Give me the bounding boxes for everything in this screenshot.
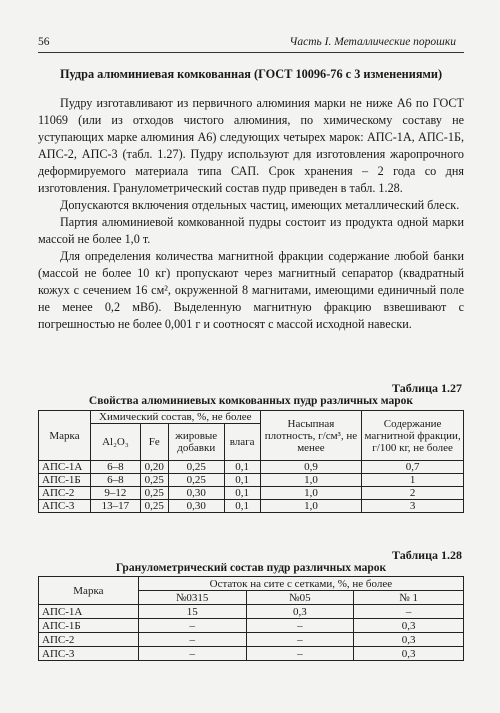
table-row <box>39 474 464 487</box>
cell: АПС-3 <box>39 500 91 513</box>
cell: 0,20 <box>140 461 168 474</box>
cell: 15 <box>138 605 246 619</box>
cell: – <box>246 633 354 647</box>
page-number: 56 <box>38 36 50 48</box>
cell: АПС-1Б <box>39 474 91 487</box>
table-number: Таблица 1.28 <box>392 548 462 562</box>
cell: – <box>138 619 246 633</box>
cell: 0,3 <box>354 633 464 647</box>
table-row <box>39 619 464 633</box>
table-title: Гранулометрический состав пудр различных марок <box>115 562 387 574</box>
header-chem: Химический состав, %, не более <box>90 411 260 424</box>
header-fe: Fe <box>140 424 168 461</box>
cell: 6–8 <box>90 474 140 487</box>
cell: 0,25 <box>140 500 168 513</box>
cell: 3 <box>362 500 464 513</box>
cell: 0,1 <box>224 487 260 500</box>
cell: – <box>138 633 246 647</box>
cell: 0,3 <box>246 605 354 619</box>
cell: 0,9 <box>260 461 362 474</box>
paragraph: Допускаются включения отдельных частиц, имеющих металлический блеск. <box>60 198 460 212</box>
cell: 0,25 <box>140 487 168 500</box>
properties-table <box>38 410 464 513</box>
cell: – <box>138 647 246 661</box>
table-row <box>39 461 464 474</box>
header-sieve: №05 <box>246 591 354 605</box>
cell: – <box>246 647 354 661</box>
body-text <box>38 95 464 333</box>
cell: 0,3 <box>354 647 464 661</box>
cell: АПС-2 <box>39 487 91 500</box>
paragraph: Для определения количества магнитной фракции содержание любой банки (массой не более 10 кг) пропускают через магнитный сепаратор (квадратный кожух с сечением 16 см², окруженной 8 магнитами, имеющими единичный поле не менее 0,2 мВб). Выделенную магнитную фракцию взвешивают с погрешностью не более 0,001 г и соотносят с массой исходной навески. <box>38 249 464 331</box>
table-row <box>39 500 464 513</box>
header-sieve: № 1 <box>354 591 464 605</box>
cell: 0,1 <box>224 474 260 487</box>
cell: 0,3 <box>354 619 464 633</box>
cell: 0,25 <box>168 461 224 474</box>
cell: 1,0 <box>260 500 362 513</box>
cell: 1,0 <box>260 474 362 487</box>
cell: АПС-1А <box>39 461 91 474</box>
cell: 1 <box>362 474 464 487</box>
table-row <box>39 605 464 619</box>
section-heading: Пудра алюминиевая комкованная (ГОСТ 10096-76 с 3 изменениями) <box>59 67 443 81</box>
cell: АПС-1Б <box>39 619 139 633</box>
cell: АПС-1А <box>39 605 139 619</box>
table-header-row <box>39 577 464 591</box>
table-row <box>39 633 464 647</box>
header-grade: Марка <box>39 577 139 605</box>
header-magnet: Содержание магнитной фракции, г/100 кг, не более <box>362 411 464 461</box>
header-fat: жировые добавки <box>168 424 224 461</box>
header-al2o3: Al₂O₃ <box>90 424 140 461</box>
cell: 9–12 <box>90 487 140 500</box>
cell: 0,7 <box>362 461 464 474</box>
cell: 2 <box>362 487 464 500</box>
header-residue: Остаток на сите с сетками, %, не более <box>138 577 463 591</box>
cell: – <box>354 605 464 619</box>
cell: – <box>246 619 354 633</box>
header-grade: Марка <box>39 411 91 461</box>
granulometry-table <box>38 576 464 661</box>
header-moisture: влага <box>224 424 260 461</box>
cell: 1,0 <box>260 487 362 500</box>
table-title: Свойства алюминиевых комкованных пудр различных марок <box>88 395 414 407</box>
cell: 13–17 <box>90 500 140 513</box>
table-header-row <box>39 411 464 424</box>
cell: АПС-3 <box>39 647 139 661</box>
running-title: Часть I. Металлические порошки <box>289 36 456 48</box>
table-number: Таблица 1.27 <box>392 381 462 395</box>
cell: 0,25 <box>168 474 224 487</box>
cell: 6–8 <box>90 461 140 474</box>
cell: 0,30 <box>168 487 224 500</box>
cell: 0,30 <box>168 500 224 513</box>
cell: 0,1 <box>224 500 260 513</box>
table-row <box>39 647 464 661</box>
table-row <box>39 487 464 500</box>
running-header <box>38 36 464 53</box>
cell: АПС-2 <box>39 633 139 647</box>
cell: 0,25 <box>140 474 168 487</box>
paragraph: Партия алюминиевой комкованной пудры состоит из продукта одной марки массой не более 1,0 т. <box>38 215 464 246</box>
paragraph: Пудру изготавливают из первичного алюминия марки не ниже А6 по ГОСТ 11069 (или из отходов чистого алюминия, по химическому составу не уступающих марке алюминия А6) следующих четырех марок: АПС-1А, АПС-1Б, АПС-2, АПС-3 (табл. 1.27). Пудру используют для изготовления жаропрочного деформируемого материала типа САП. Срок хранения – 2 года со дня изготовления. Гранулометрический состав пудр приведен в табл. 1.28. <box>38 96 464 195</box>
cell: 0,1 <box>224 461 260 474</box>
header-sieve: №0315 <box>138 591 246 605</box>
header-density: Насыпная плотность, г/см³, не менее <box>260 411 362 461</box>
